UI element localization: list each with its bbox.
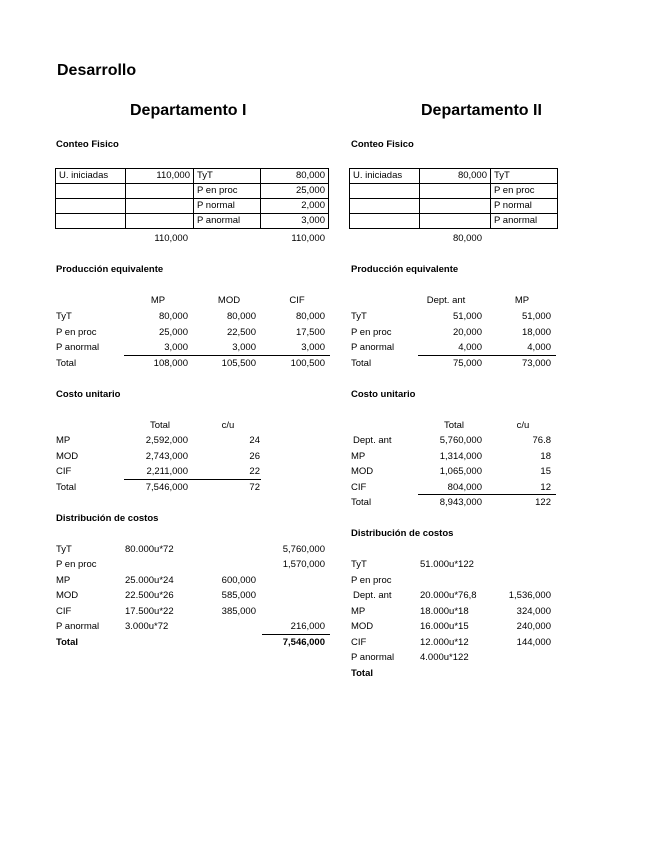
value-cell: 18 [540, 451, 551, 462]
value-cell: 2,743,000 [145, 451, 188, 462]
dept2-heading: Departamento II [421, 102, 542, 119]
dept2-costo-title: Costo unitario [351, 389, 416, 400]
row-label: Total [56, 358, 77, 369]
dept1-conteo-total-left: 110,000 [154, 233, 188, 244]
value-cell: 2,592,000 [145, 435, 188, 446]
value-cell: 3,000 [164, 342, 188, 353]
row-label: TyT [56, 311, 72, 322]
table-cell: U. iniciadas [350, 169, 420, 184]
dept2-costo-header: c/u [516, 420, 530, 431]
dept1-heading: Departamento I [130, 102, 247, 119]
row-label: P en proc [351, 327, 392, 338]
row-label: Total [56, 637, 78, 648]
table-cell [126, 184, 194, 199]
table-row [350, 169, 558, 184]
value-cell: 1,065,000 [439, 466, 482, 477]
table-cell: P en proc [194, 184, 261, 199]
value-cell: 17,500 [295, 327, 325, 338]
row-label: P en proc [351, 575, 392, 586]
value-cell: 15 [540, 466, 551, 477]
table-cell: 25,000 [261, 184, 329, 199]
dept1-distribucion-title: Distribución de costos [56, 513, 159, 524]
table-row [56, 199, 329, 214]
divider [124, 355, 330, 356]
table-cell [56, 199, 126, 214]
value-cell: 20,000 [452, 327, 482, 338]
dept1-conteo-title: Conteo Fisico [56, 139, 119, 150]
row-label: MOD [351, 621, 374, 632]
divider [418, 494, 556, 495]
value-cell: 18,000 [521, 327, 551, 338]
dept1-prod-header: MOD [217, 295, 241, 306]
row-label: MOD [56, 451, 79, 462]
dept1-conteo-total-right: 110,000 [291, 233, 325, 244]
value-cell: 144,000 [516, 637, 551, 648]
dept1-conteo-table [55, 168, 329, 229]
value-cell: 5,760,000 [282, 544, 325, 555]
table-cell: TyT [491, 169, 558, 184]
value-cell: 2,211,000 [146, 466, 188, 477]
value-cell: 75,000 [452, 358, 482, 369]
value-cell: 4,000 [527, 342, 551, 353]
formula-cell: 17.500u*22 [125, 606, 174, 617]
table-cell: 110,000 [126, 169, 194, 184]
dept1-costo-header: c/u [221, 420, 235, 431]
row-label: TyT [56, 544, 72, 555]
table-cell: P en proc [491, 184, 558, 199]
dept2-produccion-title: Producción equivalente [351, 264, 459, 275]
table-row [56, 214, 329, 229]
row-label: Dept. ant [353, 435, 392, 446]
value-cell: 7,546,000 [282, 637, 325, 648]
value-cell: 324,000 [516, 606, 551, 617]
table-cell [126, 214, 194, 229]
row-label: TyT [351, 559, 367, 570]
table-cell [126, 199, 194, 214]
dept2-costo-header: Total [443, 420, 465, 431]
table-cell: TyT [194, 169, 261, 184]
table-cell: 3,000 [261, 214, 329, 229]
table-cell: U. iniciadas [56, 169, 126, 184]
value-cell: 80,000 [158, 311, 188, 322]
table-cell [420, 199, 491, 214]
page-title: Desarrollo [57, 62, 137, 79]
value-cell: 76.8 [532, 435, 551, 446]
row-label: MOD [56, 590, 79, 601]
table-cell: P normal [194, 199, 261, 214]
value-cell: 240,000 [516, 621, 551, 632]
value-cell: 3,000 [301, 342, 325, 353]
formula-cell: 12.000u*12 [420, 637, 469, 648]
formula-cell: 80.000u*72 [125, 544, 174, 555]
formula-cell: 25.000u*24 [125, 575, 174, 586]
formula-cell: 16.000u*15 [420, 621, 469, 632]
value-cell: 804,000 [447, 482, 482, 493]
table-cell [350, 199, 420, 214]
divider [418, 355, 556, 356]
divider [262, 634, 330, 635]
row-label: CIF [56, 606, 72, 617]
row-label: P anormal [56, 621, 100, 632]
value-cell: 7,546,000 [145, 482, 188, 493]
row-label: Dept. ant [353, 590, 392, 601]
table-cell: P normal [491, 199, 558, 214]
row-label: P anormal [56, 342, 100, 353]
value-cell: 80,000 [295, 311, 325, 322]
value-cell: 25,000 [158, 327, 188, 338]
table-row [56, 169, 329, 184]
row-label: Total [351, 497, 372, 508]
dept2-conteo-title: Conteo Fisico [351, 139, 414, 150]
row-label: P en proc [56, 327, 97, 338]
value-cell: 24 [249, 435, 260, 446]
dept2-distribucion-title: Distribución de costos [351, 528, 454, 539]
value-cell: 80,000 [226, 311, 256, 322]
value-cell: 12 [540, 482, 551, 493]
row-label: Total [351, 668, 373, 679]
row-label: P anormal [351, 342, 395, 353]
formula-cell: 51.000u*122 [420, 559, 474, 570]
table-cell: P anormal [491, 214, 558, 229]
row-label: CIF [351, 482, 367, 493]
dept1-costo-title: Costo unitario [56, 389, 121, 400]
value-cell: 4,000 [458, 342, 482, 353]
row-label: P en proc [56, 559, 97, 570]
value-cell: 22 [249, 466, 260, 477]
value-cell: 5,760,000 [439, 435, 482, 446]
table-row [56, 184, 329, 199]
row-label: MP [56, 435, 71, 446]
divider [124, 479, 261, 480]
value-cell: 26 [249, 451, 260, 462]
value-cell: 585,000 [221, 590, 256, 601]
value-cell: 3,000 [232, 342, 256, 353]
dept2-conteo-table [349, 168, 558, 229]
formula-cell: 20.000u*76,8 [420, 590, 477, 601]
value-cell: 73,000 [521, 358, 551, 369]
value-cell: 100,500 [290, 358, 325, 369]
value-cell: 72 [249, 482, 260, 493]
table-cell: 80,000 [261, 169, 329, 184]
row-label: TyT [351, 311, 367, 322]
value-cell: 105,500 [221, 358, 256, 369]
value-cell: 8,943,000 [439, 497, 482, 508]
value-cell: 216,000 [290, 621, 325, 632]
row-label: P anormal [351, 652, 395, 663]
dept2-prod-header: Dept. ant [426, 295, 466, 306]
row-label: Total [351, 358, 372, 369]
table-row [350, 214, 558, 229]
value-cell: 22,500 [226, 327, 256, 338]
row-label: CIF [351, 637, 367, 648]
value-cell: 108,000 [153, 358, 188, 369]
table-cell: 2,000 [261, 199, 329, 214]
row-label: MP [351, 451, 366, 462]
table-cell [420, 214, 491, 229]
dept1-produccion-title: Producción equivalente [56, 264, 164, 275]
dept2-conteo-total-left: 80,000 [452, 233, 482, 244]
value-cell: 385,000 [221, 606, 256, 617]
row-label: CIF [56, 466, 72, 477]
formula-cell: 22.500u*26 [125, 590, 174, 601]
value-cell: 122 [535, 497, 551, 508]
row-label: MP [56, 575, 71, 586]
row-label: MOD [351, 466, 374, 477]
table-cell: 80,000 [420, 169, 491, 184]
value-cell: 600,000 [221, 575, 256, 586]
value-cell: 1,570,000 [282, 559, 325, 570]
value-cell: 1,536,000 [508, 590, 551, 601]
row-label: MP [351, 606, 366, 617]
table-cell: P anormal [194, 214, 261, 229]
formula-cell: 18.000u*18 [420, 606, 469, 617]
value-cell: 51,000 [452, 311, 482, 322]
table-row [350, 199, 558, 214]
table-cell [350, 214, 420, 229]
table-row [350, 184, 558, 199]
dept1-prod-header: MP [150, 295, 166, 306]
row-label: Total [56, 482, 77, 493]
formula-cell: 4.000u*122 [420, 652, 469, 663]
table-cell [56, 184, 126, 199]
formula-cell: 3.000u*72 [125, 621, 169, 632]
value-cell: 51,000 [521, 311, 551, 322]
table-cell [56, 214, 126, 229]
table-cell [420, 184, 491, 199]
dept1-costo-header: Total [149, 420, 171, 431]
dept2-prod-header: MP [514, 295, 530, 306]
dept1-prod-header: CIF [289, 295, 305, 306]
table-cell [350, 184, 420, 199]
value-cell: 1,314,000 [439, 451, 482, 462]
